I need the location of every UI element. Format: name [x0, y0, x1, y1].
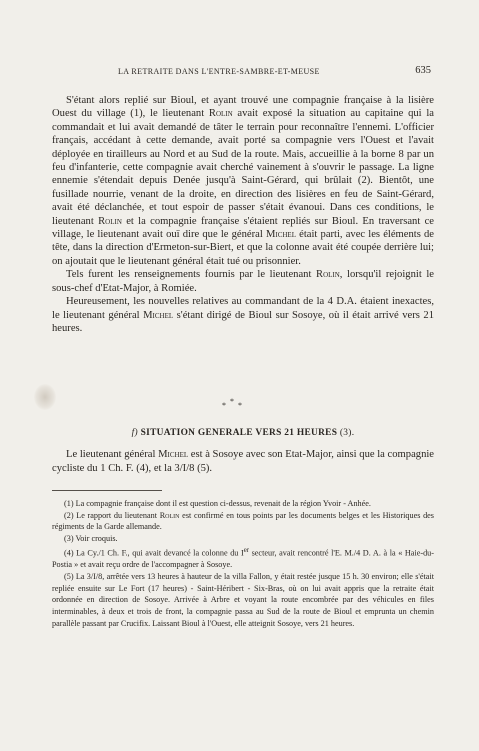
- section-note-ref: (3).: [339, 428, 355, 438]
- footnotes: [52, 498, 434, 629]
- section-separator-stars: [222, 397, 246, 415]
- page-number: 635: [415, 65, 431, 76]
- paper-stain: [34, 384, 56, 410]
- section-number: f): [131, 428, 138, 438]
- paragraph: Heureusement, les nouvelles relatives au commandant de la 4 D.A. étaient inexactes, le lieutenant général Michel s'étant dirigé de Bioul sur Sosoye, où il était arrivé vers 21 heures.: [52, 296, 434, 334]
- person-name: Michel: [143, 309, 174, 321]
- footnote: (1) La compagnie française dont il est question ci-dessus, revenait de la région Yvoir - Anhée.: [64, 499, 371, 508]
- main-text: [52, 94, 434, 335]
- footnote: (4) La Cy./1 Ch. F., qui avait devancé la colonne du Ier secteur, avait rencontré l'E. M./4 D. A. à la « Haie-du-Postia » et avait reçu ordre de l'accompagner à Sosoye.: [52, 546, 434, 570]
- person-name: Rolin: [316, 269, 340, 281]
- section-title: SITUATION GENERALE VERS 21 HEURES: [140, 428, 338, 438]
- star: *: [230, 397, 234, 406]
- paragraph: Le lieutenant général Michel est à Sosoye avec son Etat-Major, ainsi que la compagnie cycliste du 1 Ch. F. (4), et la 3/I/8 (5).: [52, 449, 435, 474]
- person-name: Rolin: [159, 510, 180, 520]
- person-name: Michel: [158, 449, 189, 460]
- footnote: (3) Voir croquis.: [64, 534, 118, 544]
- running-title: LA RETRAITE DANS L'ENTRE-SAMBRE-ET-MEUSE: [118, 67, 320, 76]
- footnote: (2) Le rapport du lieutenant Rolin est confirmé en tous points par les documents belges et les Historiques des régiments de la Garde allemande.: [52, 510, 434, 532]
- person-name: Michel: [265, 229, 296, 241]
- person-name: Rolin: [208, 108, 233, 120]
- section-heading: [52, 428, 434, 438]
- footnote: (5) La 3/I/8, arrêtée vers 13 heures à hauteur de la villa Fallon, y était restée jusque 15 h. 30 environ; elle s'était repliée ensuite sur Le Fort (17 heures) - Saint-Héribert - Six-Bras, où on lui avait appris que la retraite était ordonnée en direction de Sosoye. Arrivée à Arbre et voyant la route encombrée par des véhicules en files interminables, à deux et trois de front, la compagnie passa au Sud de la route de Bioul et emprunta un chemin parallèle passant par Crucifix. Laissant Bioul à l'Ouest, elle atteignit Sosoye, vers 21 heures.: [52, 571, 434, 628]
- star: *: [222, 401, 226, 410]
- paragraph: Tels furent les renseignements fournis par le lieutenant Rolin, lorsqu'il rejoignit le sous-chef d'Etat-Major, à Romiée.: [52, 269, 434, 294]
- section-text: [52, 448, 434, 475]
- footnote-rule: [52, 490, 162, 491]
- superscript: er: [243, 546, 250, 554]
- paragraph: S'étant alors replié sur Bioul, et ayant trouvé une compagnie française à la lisière Ouest du village (1), le lieutenant Rolin avait exposé la situation au capitaine qui la commandait et lui avait demandé de tâter le terrain pour reconnaître l'ennemi. L'officier français, accédant à cette demande, avait porté sa compagnie vers l'Ouest et l'avait déployée en tirailleurs au Nord et au Sud de la route. Mais, accueillie à la borne 8 par un feu d'infanterie, cette compagnie avait cherché vainement à s'ouvrir le passage. La ligne ennemie s'étendait depuis Denée jusqu'à Saint-Gérard, qui brûlait (2). Bientôt, une fusillade nourrie, venant de la droite, en direction des lisières en feu de Saint-Gérard, avait été déclanchée, et tout espoir de passer s'était évanoui. Dans ces conditions, le lieutenant Rolin et la compagnie française s'étaient repliés sur Bioul. En traversant ce village, le lieutenant avait ouï dire que le général Michel était parti, avec les éléments de tête, dans la direction d'Ermeton-sur-Biert, et que la colonne avait été coupée derrière lui; on ajoutait que le lieutenant général était tué ou prisonnier.: [52, 95, 434, 267]
- star: *: [238, 401, 242, 410]
- person-name: Rolin: [98, 215, 122, 227]
